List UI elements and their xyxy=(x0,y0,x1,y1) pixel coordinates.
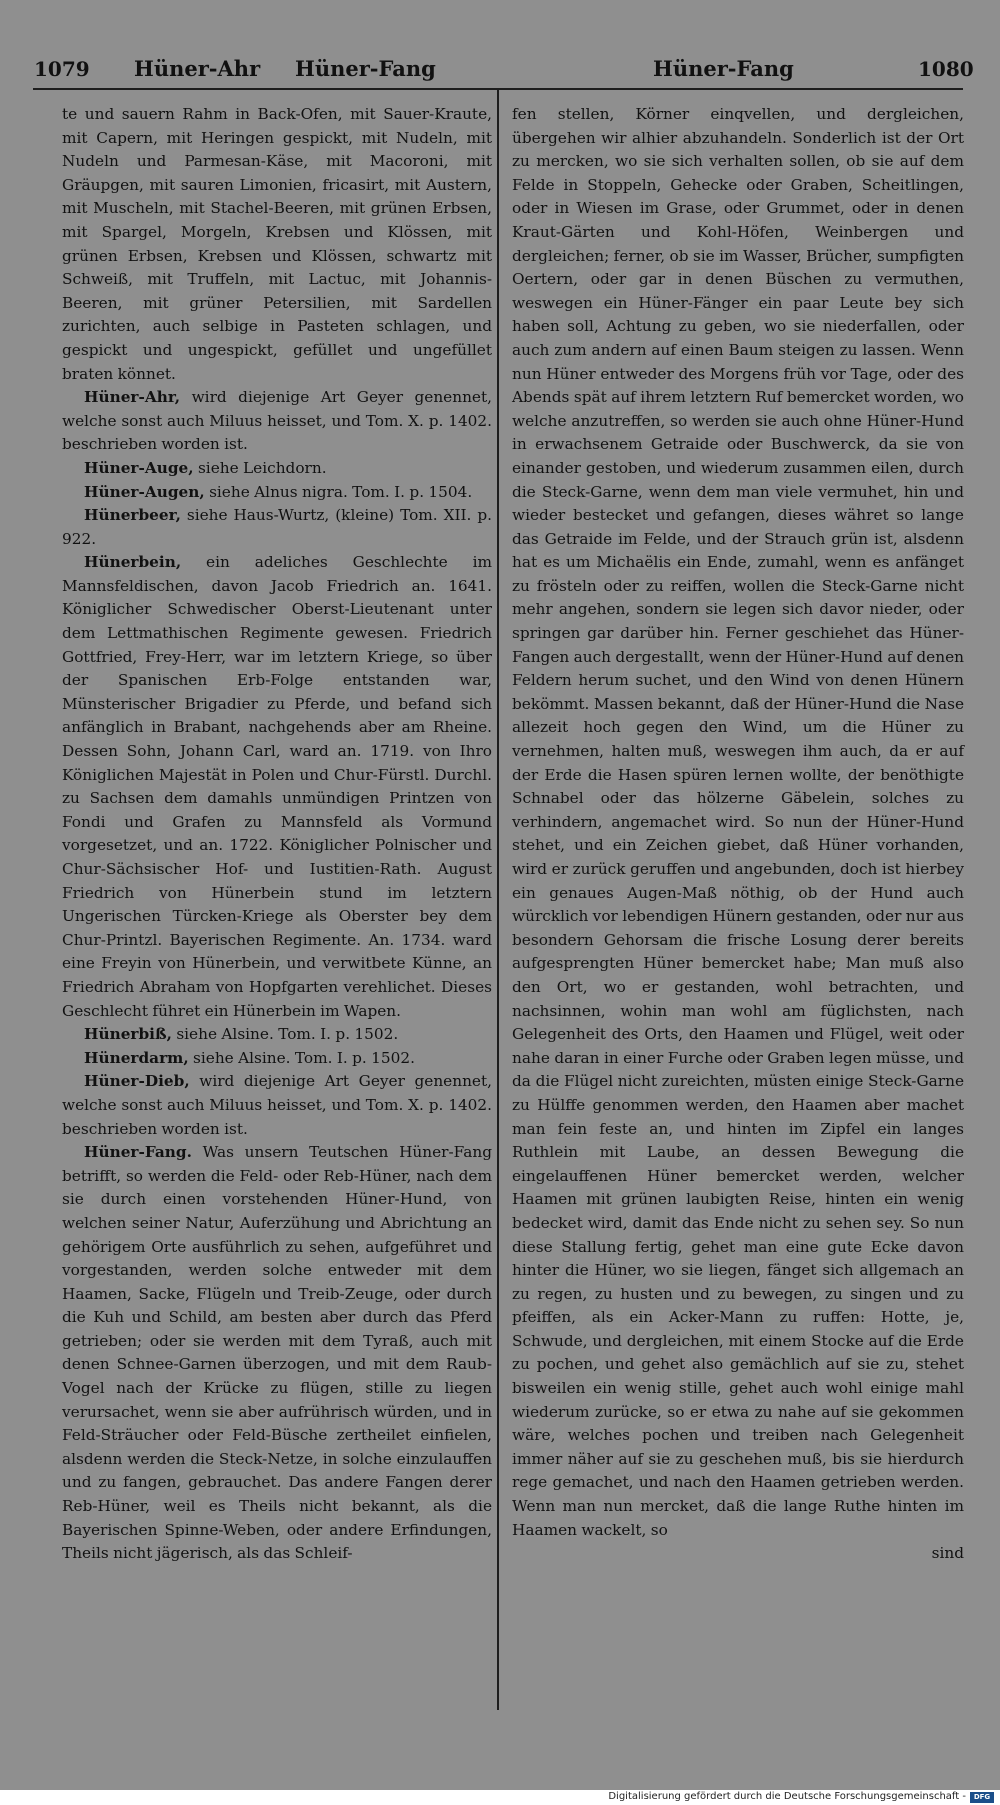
dictionary-entry xyxy=(62,1070,492,1141)
dfg-logo-icon: DFG xyxy=(970,1792,994,1803)
entry-headword: Hünerbeer, xyxy=(84,506,181,525)
running-head-left-2: Hüner-Fang xyxy=(295,56,436,81)
entry-headword: Hünerbiß, xyxy=(84,1025,172,1044)
column-divider xyxy=(497,90,499,1710)
entry-headword: Hüner-Fang. xyxy=(84,1143,192,1162)
entry-text: Was unsern Teutschen Hüner-Fang betrifft, so werden die Feld- oder Reb-Hüner, nach dem sie durch einen vorstehenden Hüner-Hund, von welchen seiner Natur, Auferzühung und Abrichtung an gehörigem Orte ausführlich zu sehen, aufgeführet und vorgestanden, werden solche entweder mit dem Haamen, Sacke, Flügeln und Treib-Zeuge, oder durch die Kuh und Schild, am besten aber durch das Pferd getrieben; oder sie werden mit dem Tyraß, auch mit denen Schnee-Garnen überzogen, und mit dem Raub-Vogel nach der Krücke zu flügen, stille zu liegen verursachet, wenn sie aber aufrührisch würden, und in Feld-Sträucher oder Feld-Büsche zertheilet einfielen, alsdenn werden die Steck-Netze, in solche einzulauffen und zu fangen, gebrauchet. Das andere Fangen derer Reb-Hüner, weil es Theils nicht bekannt, als die Bayerischen Spinne-Weben, oder andere Erfindungen, Theils nicht jägerisch, als das Schleif- xyxy=(62,1143,492,1563)
entry-headword: Hünerbein, xyxy=(84,553,182,572)
dictionary-entry xyxy=(62,504,492,551)
entry-headword: Hüner-Auge, xyxy=(84,458,194,477)
entry-text: wird diejenige Art Geyer genennet, welche sonst auch Miluus heisset, und Tom. X. p. 1402. beschrieben worden ist. xyxy=(62,388,492,454)
entry-text: wird diejenige Art Geyer genennet, welche sonst auch Miluus heisset, und Tom. X. p. 1402. beschrieben worden ist. xyxy=(62,1072,492,1138)
entry-text: siehe Alnus nigra. Tom. I. p. 1504. xyxy=(204,482,473,501)
running-head-right: Hüner-Fang xyxy=(653,56,794,81)
entry-text: siehe Alsine. Tom. I. p. 1502. xyxy=(171,1025,399,1044)
entry-headword: Hünerdarm, xyxy=(84,1048,189,1067)
entry-headword: Hüner-Dieb, xyxy=(84,1072,190,1091)
dictionary-entry xyxy=(62,551,492,1023)
entry-headword: Hüner-Ahr, xyxy=(84,388,181,407)
dictionary-entry xyxy=(62,386,492,457)
dictionary-entry xyxy=(62,481,492,505)
right-column xyxy=(512,103,964,1566)
entry-text: siehe Leichdorn. xyxy=(193,458,327,477)
entry-text: siehe Alsine. Tom. I. p. 1502. xyxy=(188,1048,415,1067)
dictionary-entry xyxy=(62,1023,492,1047)
entry-headword: Hüner-Augen, xyxy=(84,482,205,501)
footer-credit: Digitalisierung gefördert durch die Deutsche Forschungsgemeinschaft - xyxy=(608,1791,966,1802)
entry-text: ein adeliches Geschlechte im Mannsfeldischen, davon Jacob Friedrich an. 1641. Königlicher Schwedischer Oberst-Lieutenant unter dem Lettmathischen Regimente gewesen. Friedrich Gottfried, Frey-Herr, war im letztern Kriege, so über der Spanischen Erb-Folge entstanden war, Münsterischer Brigadier zu Pferde, und befand sich anfänglich in Brabant, nachgehends aber am Rheine. Dessen Sohn, Johann Carl, ward an. 1719. von Ihro Königlichen Majestät in Polen und Chur-Fürstl. Durchl. zu Sachsen dem damahls unmündigen Printzen von Fondi und Grafen zu Mannsfeld als Vormund vorgesetzet, und an. 1722. Königlicher Polnischer und Chur-Sächsischer Hof- und Iustitien-Rath. August Friedrich von Hünerbein stund im letztern Ungerischen Türcken-Kriege als Oberster bey dem Chur-Printzl. Bayerischen Regimente. An. 1734. ward eine Freyin von Hünerbein, und verwitbete Künne, an Friedrich Abraham von Hopfgarten verehlichet. Dieses Geschlecht führet ein Hünerbein im Wapen. xyxy=(62,553,492,1020)
entry-text: siehe Haus-Wurtz, (kleine) Tom. XII. p. 922. xyxy=(62,506,492,548)
continued-text: te und sauern Rahm in Back-Ofen, mit Sauer-Kraute, mit Capern, mit Heringen gespickt, mit Nudeln, mit Nudeln und Parmesan-Käse, mit Macoroni, mit Gräupgen, mit sauren Limonien, fricasirt, mit Austern, mit Muscheln, mit Stachel-Beeren, mit grünen Erbsen, mit Spargel, Morgeln, Krebsen und Klössen, mit grünen Erbsen, Krebsen und Klössen, schwartz mit Schweiß, mit Truffeln, mit Lactuc, mit Johannis-Beeren, mit grüner Petersilien, mit Sardellen zurichten, auch selbige in Pasteten schlagen, und gespickt und ungespickt, gefüllet und ungefüllet braten könnet. xyxy=(62,105,492,383)
dictionary-entry xyxy=(62,1141,492,1566)
continued-text: fen stellen, Körner einqvellen, und dergleichen, übergehen wir alhier abzuhandeln. Sonderlich ist der Ort zu mercken, wo sie sich verhalten sollen, ob sie auf dem Felde in Stoppeln, Gehecke oder Graben, Scheitlingen, oder in Wiesen im Grase, oder Grummet, oder in denen Kraut-Gärten und Kohl-Höfen, Weinbergen und dergleichen; ferner, ob sie im Wasser, Brücher, sumpfigten Oertern, oder gar in denen Büschen zu vermuthen, weswegen ein Hüner-Fänger ein paar Leute bey sich haben soll, Achtung zu geben, wo sie niederfallen, oder auch zum andern auf einen Baum steigen zu lassen. Wenn nun Hüner entweder des Morgens früh vor Tage, oder des Abends spät auf ihrem letztern Ruf bemercket worden, wo welche anzutreffen, so werden sie auch ohne Hüner-Hund in erwachsenem Getraide oder Buschwerck, da sie von einander gestoben, und wiederum zusammen eilen, durch die Steck-Garne, wenn dem man viele vermuhet, hin und wieder bestecket und gefangen, dieses währet so lange das Getraide im Felde, und der Strauch grün ist, alsdenn hat es um Michaëlis ein Ende, zumahl, wenn es anfänget zu frösteln oder zu reiffen, wollen die Steck-Garne nicht mehr angehen, sondern sie legen sich davor nieder, oder springen gar darüber hin. Ferner geschiehet das Hüner-Fangen auch dergestallt, wenn der Hüner-Hund auf denen Feldern herum suchet, und den Wind von denen Hünern bekömmt. Massen bekannt, daß der Hüner-Hund die Nase allezeit hoch gegen den Wind, um die Hüner zu vernehmen, halten muß, weswegen ihm auch, da er auf der Erde die Hasen spüren lernen wollte, der benöthigte Schnabel oder das hölzerne Gäbelein, solches zu verhindern, angemachet wird. So nun der Hüner-Hund stehet, und ein Zeichen giebet, daß Hüner vorhanden, wird er zurück geruffen und angebunden, doch ist hierbey ein genaues Augen-Maß nöthig, ob der Hund auch würcklich vor lebendigen Hünern gestanden, oder nur aus besondern Gehorsam die frische Losung derer bereits aufgesprengten Hüner bemercket habe; Man muß also den Ort, wo er gestanden, wohl betrachten, und nachsinnen, wohin man wohl am füglichsten, nach Gelegenheit des Orts, den Haamen und Flügel, weit oder nahe daran in einer Furche oder Graben legen müsse, und da die Flügel nicht zureichten, müsten einige Steck-Garne zu Hülffe genommen werden, den Haamen aber machet man fein feste an, und hinten im Zipfel ein langes Ruthlein mit Laube, an dessen Bewegung die eingelauffenen Hüner bemercket werden, welcher Haamen mit grünen laubigten Reise, hinten ein wenig bedecket wird, damit das Ende nicht zu sehen sey. So nun diese Stallung fertig, gehet man eine gute Ecke davon hinter die Hüner, wo sie liegen, fänget sich allgemach an zu regen, zu husten und zu bewegen, zu singen und zu pfeiffen, als ein Acker-Mann zu ruffen: Hotte, je, Schwude, und dergleichen, mit einem Stocke auf die Erde zu pochen, und gehet also gemächlich auf sie zu, stehet bisweilen ein wenig stille, gehet auch wohl einige mahl wiederum zurücke, so er etwa zu nahe auf sie gekommen wäre, welches pochen und treiben nach Gelegenheit immer näher auf sie zu geschehen muß, bis sie hierdurch rege gemachet, und nach den Haamen getrieben werden. Wenn man nun mercket, daß die lange Ruthe hinten im Haamen wackelt, so xyxy=(512,105,964,1539)
digitization-footer xyxy=(0,1790,1000,1805)
left-column xyxy=(62,103,492,1566)
page-number-right: 1080 xyxy=(918,57,974,81)
catchword: sind xyxy=(931,1544,964,1563)
dictionary-entry xyxy=(62,1047,492,1071)
dictionary-entry xyxy=(62,457,492,481)
page-number-left: 1079 xyxy=(34,57,90,81)
running-head-left-1: Hüner-Ahr xyxy=(134,56,261,81)
